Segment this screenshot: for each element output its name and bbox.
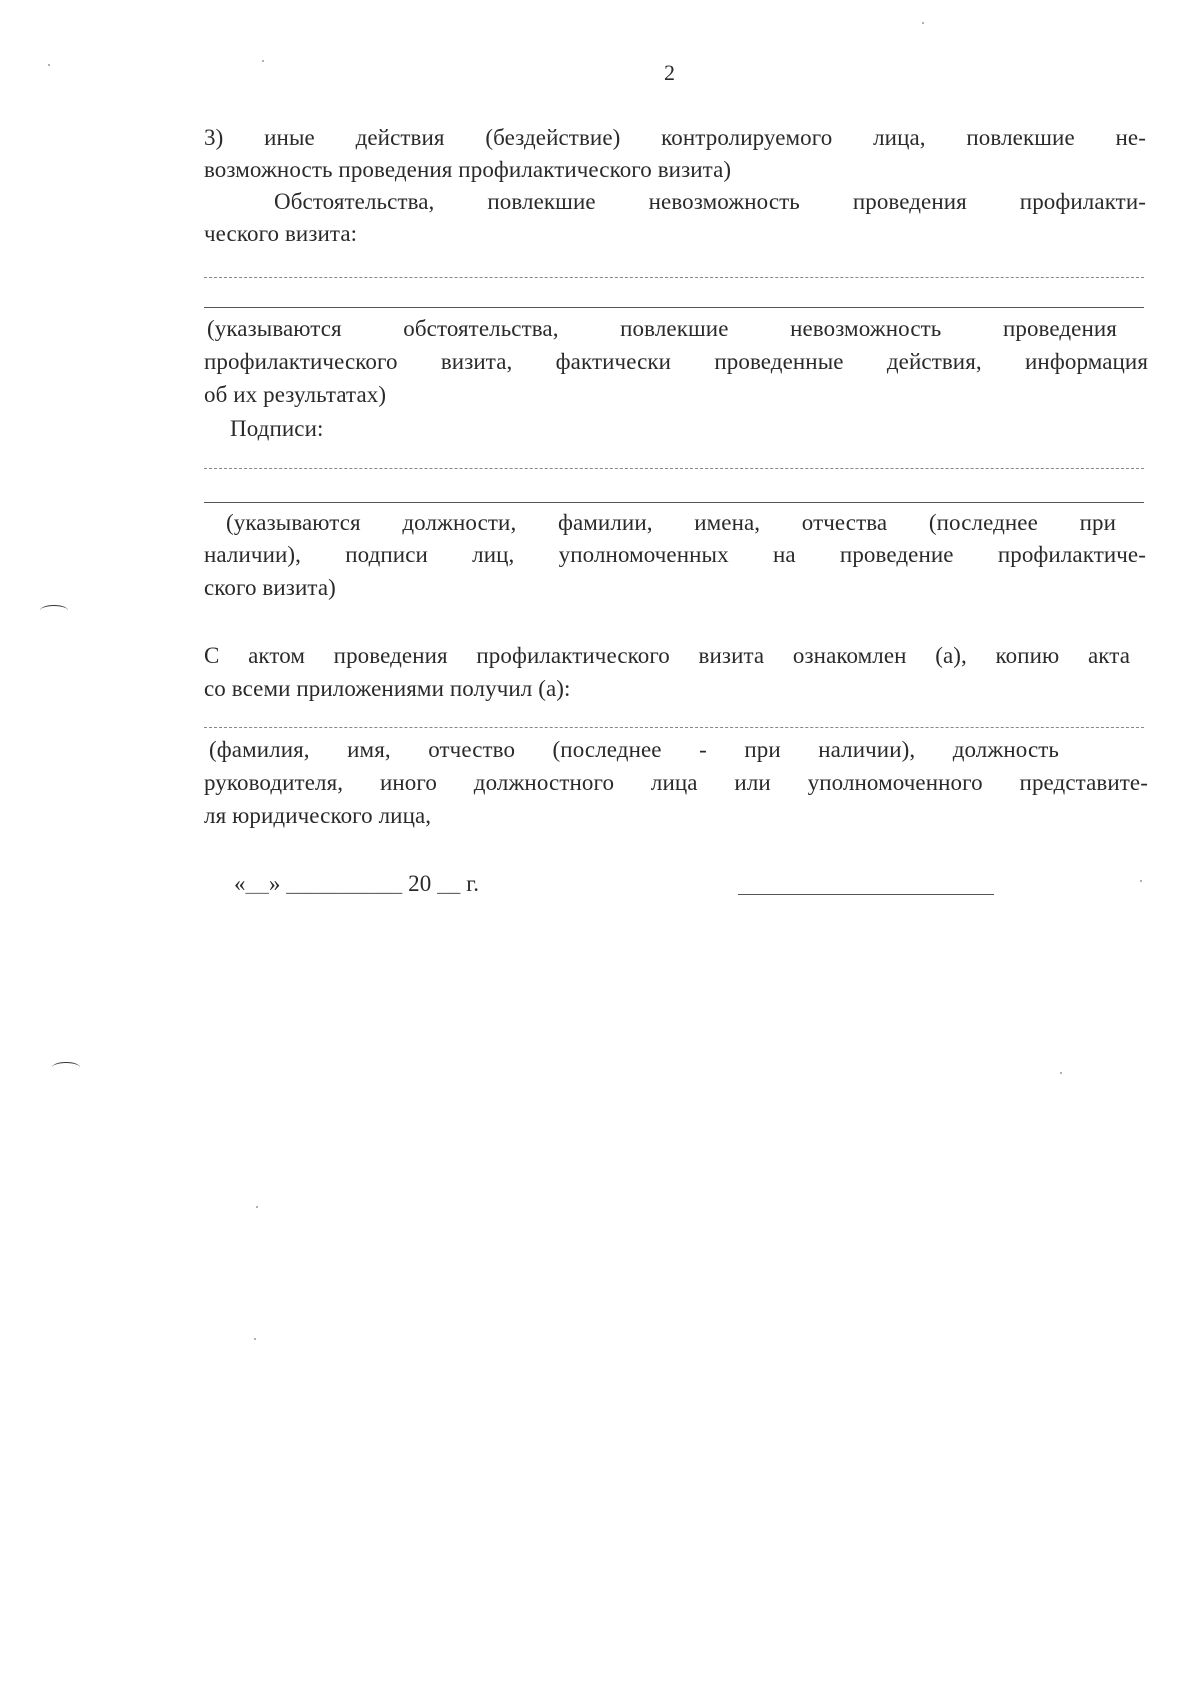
date-open-quote: « [234,871,246,896]
date-day-blank: __ [245,871,269,896]
circumstances-note-line3: об их результатах) [204,382,387,407]
item3-line1: 3) иные действия (бездействие) контролируемого лица, повлекшие не- [204,125,1146,150]
person-note-line2: руководителя, иного должностного лица или уполномоченного представите- [204,770,1148,795]
punch-hole-mark [52,1062,80,1073]
circumstances-note-line1: (указываются обстоятельства, повлекшие невозможность проведения [207,316,1117,341]
date-month-blank: __________ [286,871,403,896]
date-year-blank: __ [437,871,461,896]
circumstances-blank-line-1 [204,277,1144,278]
scan-speck [1060,1072,1062,1074]
circumstances-blank-line-2 [204,307,1144,308]
signatures-note-line3: ского визита) [204,575,336,600]
item3-line2: возможность проведения профилактического визита) [204,157,732,182]
signatures-note-line2: наличии), подписи лиц, уполномоченных на проведение профилактиче- [204,542,1146,567]
person-note-line1: (фамилия, имя, отчество (последнее - при наличии), должность [209,737,1059,762]
circumstances-line2: ческого визита: [204,221,358,246]
scan-speck [922,22,924,24]
circumstances-line1: Обстоятельства, повлекшие невозможность проведения профилакти- [274,189,1146,214]
scan-speck [48,64,50,66]
date-year-prefix: 20 [408,871,432,896]
person-note-line3: ля юридического лица, [204,803,432,828]
scan-speck [262,60,264,62]
page-number: 2 [664,60,675,85]
date-year-suffix: г. [466,871,480,896]
acquainted-line2: со всеми приложениями получил (а): [204,676,571,701]
date-line [234,868,479,900]
signature-blank-line [738,894,994,895]
acquainted-blank-line [204,727,1144,728]
signatures-blank-line-2 [204,502,1144,503]
signatures-blank-line-1 [204,468,1144,469]
date-close-quote: » [268,871,281,896]
signatures-label: Подписи: [230,416,324,441]
scan-speck [254,1338,256,1340]
punch-hole-mark [40,605,68,616]
circumstances-note-line2: профилактического визита, фактически проведенные действия, информация [204,349,1148,374]
scan-speck [256,1206,258,1208]
scan-speck [1140,880,1142,882]
acquainted-line1: С актом проведения профилактического визита ознакомлен (а), копию акта [204,643,1130,668]
signatures-note-line1: (указываются должности, фамилии, имена, отчества (последнее при [226,510,1116,535]
